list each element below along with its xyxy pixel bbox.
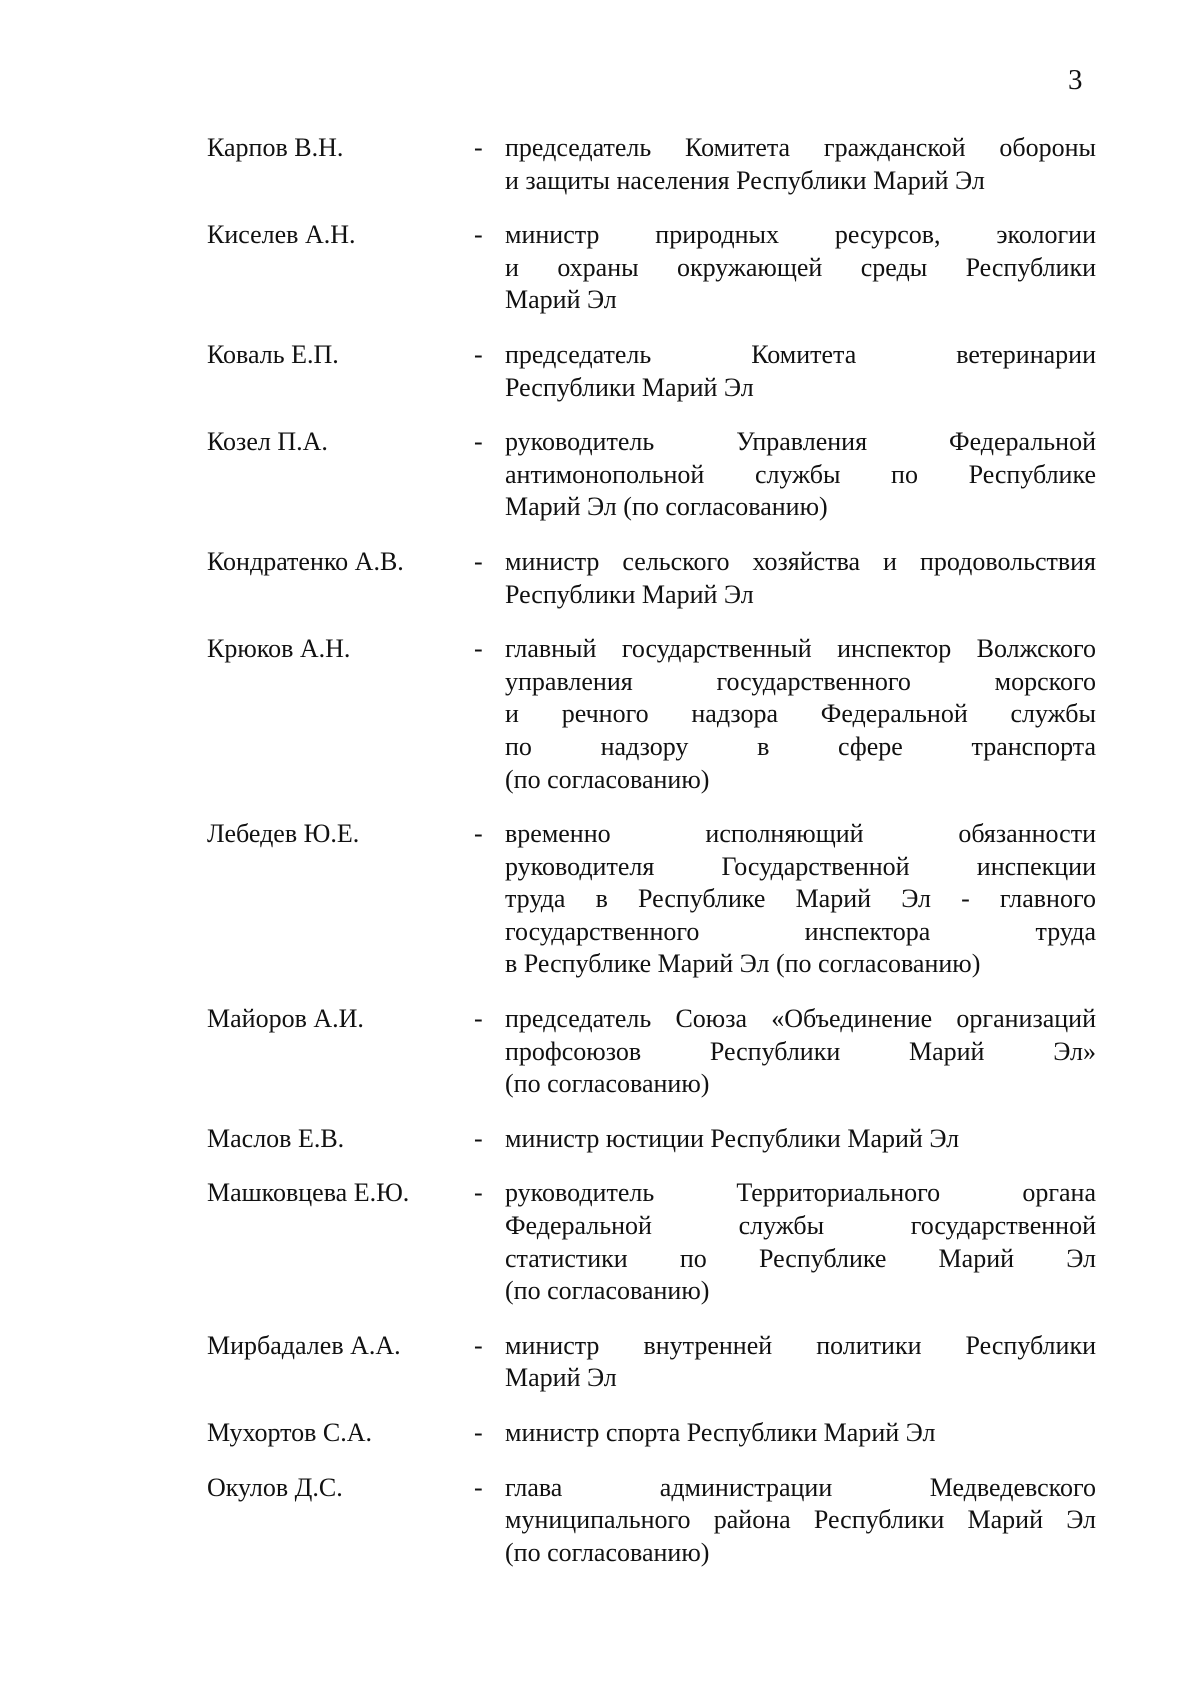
member-name: Окулов Д.С. [207, 1472, 343, 1502]
member-name: Мирбадалев А.А. [207, 1330, 401, 1360]
position-line: Республики Марий Эл [505, 372, 754, 402]
member-entry [0, 1330, 1200, 1395]
member-entry [0, 1472, 1200, 1570]
member-position [505, 1123, 1096, 1156]
member-position [505, 818, 1096, 981]
position-line: статистики по Республике Марий Эл [505, 1243, 1096, 1273]
position-line: временно исполняющий обязанности [505, 819, 1096, 849]
position-line: управления государственного морского [505, 666, 1096, 696]
member-list [0, 132, 1200, 1591]
member-name: Машковцева Е.Ю. [207, 1178, 410, 1208]
position-line: председатель Комитета гражданской обороны [505, 133, 1096, 162]
entry-dash: - [474, 1004, 483, 1034]
entry-dash: - [474, 1418, 483, 1447]
member-entry [0, 633, 1200, 796]
member-position [505, 1417, 1096, 1450]
position-line: профсоюзов Республики Марий Эл» [505, 1036, 1096, 1066]
position-line: антимонопольной службы по Республике [505, 459, 1096, 489]
entry-dash: - [474, 1330, 483, 1360]
position-line: председатель Союза «Объединение организаций [505, 1004, 1096, 1034]
position-line: труда в Республике Марий Эл - главного [505, 884, 1096, 914]
member-name: Лебедев Ю.Е. [207, 819, 360, 849]
position-line: министр внутренней политики Республики [505, 1330, 1096, 1360]
member-name: Мухортов С.А. [207, 1418, 373, 1447]
entry-dash: - [474, 634, 483, 664]
position-line: министр спорта Республики Марий Эл [505, 1418, 936, 1447]
member-position [505, 633, 1096, 796]
position-line: (по согласованию) [505, 1276, 710, 1306]
position-line: (по согласованию) [505, 1537, 710, 1567]
member-entry [0, 1003, 1200, 1101]
member-position [505, 1003, 1096, 1101]
member-name: Киселев А.Н. [207, 220, 356, 250]
position-line: и речного надзора Федеральной службы [505, 699, 1096, 729]
member-entry [0, 1123, 1200, 1156]
page-number: 3 [1068, 64, 1083, 96]
entry-dash: - [474, 546, 483, 576]
member-position [505, 1330, 1096, 1395]
member-name: Коваль Е.П. [207, 339, 339, 369]
member-position [505, 546, 1096, 611]
entry-dash: - [474, 819, 483, 849]
member-entry [0, 426, 1200, 524]
member-name: Крюков А.Н. [207, 634, 351, 664]
member-position [505, 1177, 1096, 1307]
position-line: руководителя Государственной инспекции [505, 851, 1096, 881]
position-line: (по согласованию) [505, 764, 710, 794]
position-line: и охраны окружающей среды Республики [505, 252, 1096, 282]
member-entry [0, 1417, 1200, 1450]
entry-dash: - [474, 1178, 483, 1208]
position-line: Федеральной службы государственной [505, 1211, 1096, 1241]
member-position [505, 132, 1096, 197]
entry-dash: - [474, 133, 483, 162]
position-line: глава администрации Медведевского [505, 1472, 1096, 1502]
member-position [505, 219, 1096, 317]
member-entry [0, 219, 1200, 317]
position-line: министр природных ресурсов, экологии [505, 220, 1096, 250]
member-name: Карпов В.Н. [207, 133, 344, 162]
entry-dash: - [474, 1472, 483, 1502]
position-line: (по согласованию) [505, 1069, 710, 1099]
position-line: Марий Эл [505, 285, 617, 315]
position-line: в Республике Марий Эл (по согласованию) [505, 949, 981, 979]
member-position [505, 339, 1096, 404]
position-line: муниципального района Республики Марий Эл [505, 1505, 1096, 1535]
member-position [505, 426, 1096, 524]
position-line: министр юстиции Республики Марий Эл [505, 1123, 960, 1153]
member-position [505, 1472, 1096, 1570]
entry-dash: - [474, 1123, 483, 1153]
entry-dash: - [474, 427, 483, 457]
member-entry [0, 339, 1200, 404]
position-line: министр сельского хозяйства и продовольствия [505, 546, 1096, 576]
position-line: по надзору в сфере транспорта [505, 731, 1096, 761]
position-line: председатель Комитета ветеринарии [505, 339, 1096, 369]
member-name: Козел П.А. [207, 427, 328, 457]
position-line: и защиты населения Республики Марий Эл [505, 165, 985, 195]
member-name: Маслов Е.В. [207, 1123, 345, 1153]
member-entry [0, 132, 1200, 197]
entry-dash: - [474, 339, 483, 369]
position-line: Марий Эл [505, 1363, 617, 1393]
position-line: Марий Эл (по согласованию) [505, 492, 828, 522]
position-line: руководитель Территориального органа [505, 1178, 1096, 1208]
position-line: Республики Марий Эл [505, 579, 754, 609]
entry-dash: - [474, 220, 483, 250]
position-line: руководитель Управления Федеральной [505, 427, 1096, 457]
position-line: главный государственный инспектор Волжского [505, 634, 1096, 664]
member-entry [0, 818, 1200, 981]
member-entry [0, 546, 1200, 611]
position-line: государственного инспектора труда [505, 916, 1096, 946]
member-name: Кондратенко А.В. [207, 546, 404, 576]
member-entry [0, 1177, 1200, 1307]
member-name: Майоров А.И. [207, 1004, 364, 1034]
